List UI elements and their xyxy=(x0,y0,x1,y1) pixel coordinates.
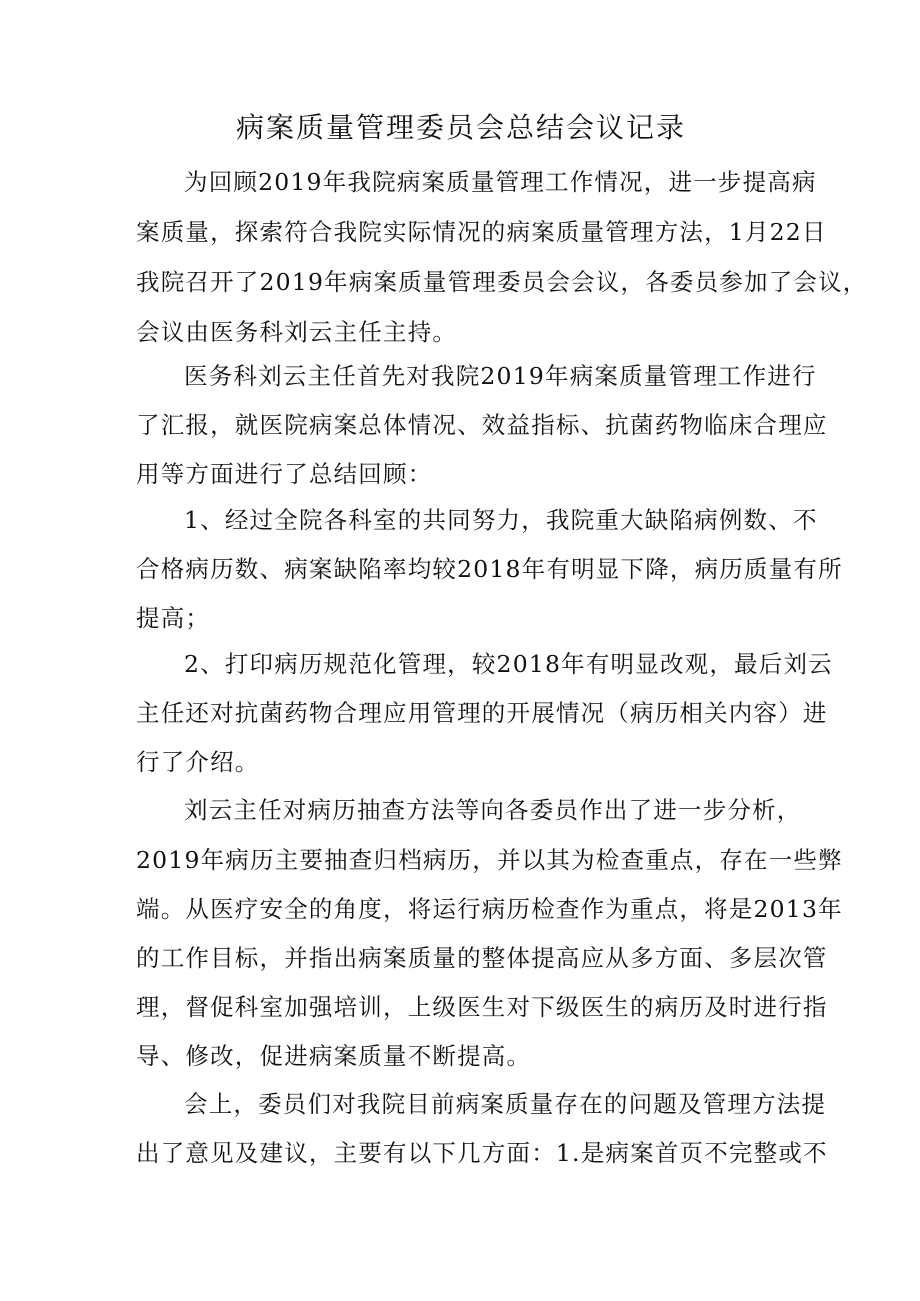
document-title: 病案质量管理委员会总结会议记录 xyxy=(235,111,686,144)
item-2-line-3: 行了介绍。 xyxy=(136,748,260,776)
paragraph-4-line-1: 会上，委员们对我院目前病案质量存在的问题及管理方法提 xyxy=(184,1090,827,1118)
paragraph-1-line-1: 为回顾2019年我院病案质量管理工作情况，进一步提高病 xyxy=(184,168,817,196)
paragraph-1-line-2: 案质量，探索符合我院实际情况的病案质量管理方法，1月22日 xyxy=(136,218,827,246)
item-1-line-2: 合格病历数、病案缺陷率均较2018年有明显下降，病历质量有所 xyxy=(136,555,843,583)
paragraph-2-line-3: 用等方面进行了总结回顾： xyxy=(136,460,433,488)
paragraph-3-line-6: 导、修改，促进病案质量不断提高。 xyxy=(136,1042,532,1070)
paragraph-2-line-2: 了汇报，就医院病案总体情况、效益指标、抗菌药物临床合理应 xyxy=(136,411,828,439)
paragraph-3-line-3: 端。从医疗安全的角度，将运行病历检查作为重点，将是2013年 xyxy=(136,895,843,923)
paragraph-3-line-5: 理，督促科室加强培训，上级医生对下级医生的病历及时进行指 xyxy=(136,993,828,1021)
paragraph-1-line-3: 我院召开了2019年病案质量管理委员会会议，各委员参加了会议， xyxy=(136,268,868,296)
paragraph-2-line-1: 医务科刘云主任首先对我院2019年病案质量管理工作进行 xyxy=(184,362,817,390)
item-1-line-1: 1、经过全院各科室的共同努力，我院重大缺陷病例数、不 xyxy=(184,506,818,534)
paragraph-1-line-4: 会议由医务科刘云主任主持。 xyxy=(136,318,458,346)
paragraph-3-line-2: 2019年病历主要抽查归档病历，并以其为检查重点，存在一些弊 xyxy=(136,846,843,874)
paragraph-4-line-2: 出了意见及建议，主要有以下几方面：1.是病案首页不完整或不 xyxy=(136,1139,828,1167)
item-2-line-1: 2、打印病历规范化管理，较2018年有明显改观，最后刘云 xyxy=(184,650,833,678)
paragraph-3-line-4: 的工作目标，并指出病案质量的整体提高应从多方面、多层次管 xyxy=(136,944,828,972)
item-2-line-2: 主任还对抗菌药物合理应用管理的开展情况（病历相关内容）进 xyxy=(136,699,828,727)
paragraph-3-line-1: 刘云主任对病历抽查方法等向各委员作出了进一步分析， xyxy=(184,796,802,824)
item-1-line-3: 提高； xyxy=(136,604,211,632)
